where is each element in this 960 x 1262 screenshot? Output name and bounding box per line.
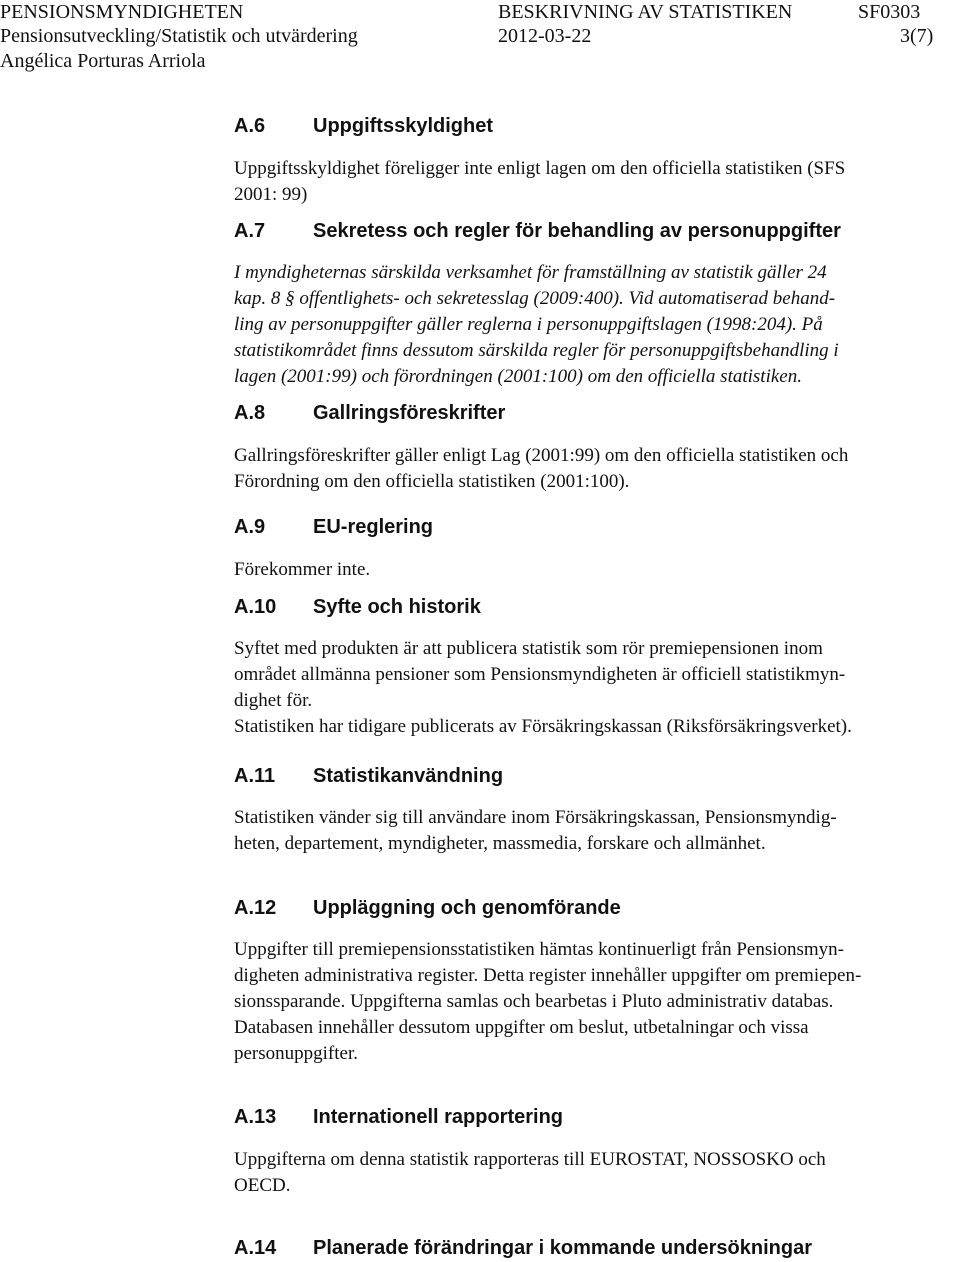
- body-line: sionssparande. Uppgifterna samlas och bearbetas i Pluto administrativ databas.: [234, 991, 834, 1012]
- section-title: Uppgiftsskyldighet: [313, 115, 494, 137]
- body-line: lagen (2001:99) och förordningen (2001:100) om den officiella statistiken.: [234, 366, 802, 387]
- section-number: A.6: [234, 115, 266, 137]
- body-line: kap. 8 § offentlighets- och sekretesslag (2009:400). Vid automatiserad behand-: [234, 288, 836, 309]
- header-doc-code: SF0303: [858, 1, 921, 23]
- body-line: heten, departement, myndigheter, massmedia, forskare och allmänhet.: [234, 833, 766, 854]
- section-number: A.10: [234, 596, 277, 618]
- body-line: 2001: 99): [234, 184, 308, 205]
- header-org: PENSIONSMYNDIGHETEN: [0, 1, 244, 23]
- body-line: personuppgifter.: [234, 1043, 359, 1064]
- section-title: Gallringsföreskrifter: [313, 402, 506, 424]
- section-number: A.9: [234, 516, 266, 538]
- body-line: Databasen innehåller dessutom uppgifter om beslut, utbetalningar och vissa: [234, 1017, 809, 1038]
- header-author: Angélica Porturas Arriola: [0, 50, 206, 72]
- section-number: A.7: [234, 220, 266, 242]
- section-title: Statistikanvändning: [313, 765, 504, 787]
- section-title: Uppläggning och genomförande: [313, 897, 621, 919]
- body-line: Förordning om den officiella statistiken (2001:100).: [234, 471, 630, 492]
- header-page-number: 3(7): [900, 25, 934, 47]
- body-line: Statistiken vänder sig till användare inom Försäkringskassan, Pensionsmyndig-: [234, 807, 837, 828]
- body-line: Förekommer inte.: [234, 559, 371, 580]
- section-number: A.8: [234, 402, 266, 424]
- section-title: Syfte och historik: [313, 596, 481, 618]
- body-line: området allmänna pensioner som Pensionsmyndigheten är officiell statistikmyn-: [234, 664, 846, 685]
- header-date: 2012-03-22: [498, 25, 592, 47]
- body-line: ling av personuppgifter gäller reglerna i personuppgiftslagen (1998:204). På: [234, 314, 823, 335]
- section-number: A.11: [234, 765, 276, 787]
- body-line: Uppgifterna om denna statistik rapporteras till EUROSTAT, NOSSOSKO och: [234, 1149, 826, 1170]
- header-department: Pensionsutveckling/Statistik och utvärdering: [0, 25, 358, 47]
- header-doc-type: BESKRIVNING AV STATISTIKEN: [498, 1, 793, 23]
- body-line: Statistiken har tidigare publicerats av Försäkringskassan (Riksförsäkringsverket).: [234, 716, 852, 737]
- body-line: OECD.: [234, 1175, 291, 1196]
- body-line: digheten administrativa register. Detta register innehåller uppgifter om premiepen-: [234, 965, 862, 986]
- section-title: Internationell rapportering: [313, 1106, 564, 1128]
- body-line: Syftet med produkten är att publicera statistik som rör premiepensionen inom: [234, 638, 823, 659]
- body-line: Uppgiftsskyldighet föreligger inte enligt lagen om den officiella statistiken (SFS: [234, 158, 846, 179]
- section-number: A.13: [234, 1106, 277, 1128]
- section-number: A.14: [234, 1237, 277, 1259]
- section-title: Sekretess och regler för behandling av personuppgifter: [313, 220, 841, 242]
- body-line: dighet för.: [234, 690, 313, 711]
- body-line: Uppgifter till premiepensionsstatistiken hämtas kontinuerligt från Pensionsmyn-: [234, 939, 845, 960]
- section-number: A.12: [234, 897, 277, 919]
- body-line: statistikområdet finns dessutom särskilda regler för personuppgiftsbehandling i: [234, 340, 839, 361]
- body-line: Gallringsföreskrifter gäller enligt Lag (2001:99) om den officiella statistiken och: [234, 445, 849, 466]
- body-line: I myndigheternas särskilda verksamhet för framställning av statistik gäller 24: [234, 262, 827, 283]
- section-title: Planerade förändringar i kommande undersökningar: [313, 1237, 813, 1259]
- section-title: EU-reglering: [313, 516, 434, 538]
